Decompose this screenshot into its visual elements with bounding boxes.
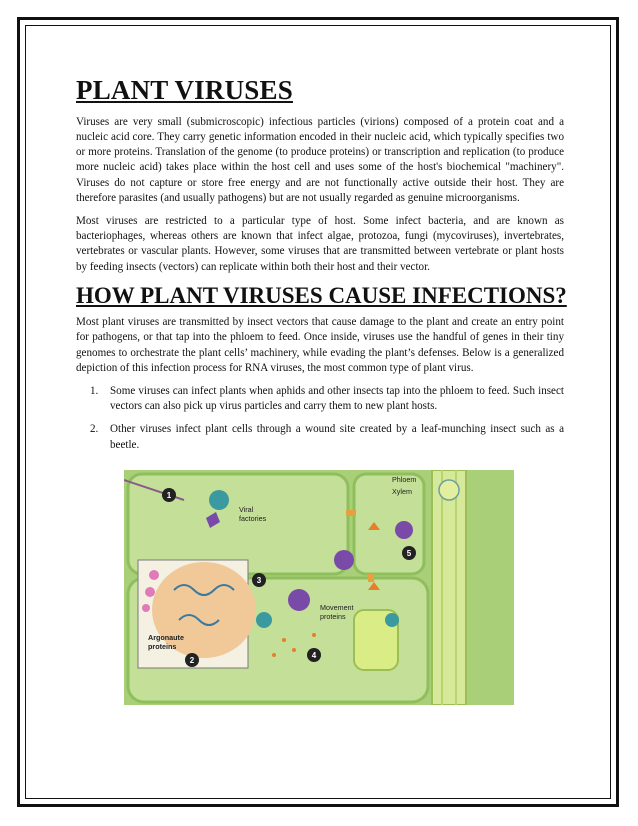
- list-item: [76, 422, 564, 452]
- list-item: [76, 384, 564, 414]
- movement-protein: [272, 653, 276, 657]
- vascular-bundle: [432, 470, 466, 705]
- argonaute-protein: [149, 570, 159, 580]
- movement-protein: [292, 648, 296, 652]
- virus-particle: [209, 490, 229, 510]
- label-movement-proteins-line1: Movement: [320, 603, 354, 612]
- movement-protein: [282, 638, 286, 642]
- upper-cell: [128, 474, 348, 574]
- svg-text:1: 1: [166, 491, 172, 500]
- page-title: PLANT VIRUSES: [76, 75, 293, 105]
- virus-capsid: [288, 589, 310, 611]
- argonaute-protein: [145, 587, 155, 597]
- list-item-text: Other viruses infect plant cells through a wound site created by a leaf-munching insect such as a beetle.: [110, 423, 564, 451]
- step-marker-2: [185, 653, 199, 667]
- vessel-cross-section: [439, 480, 459, 500]
- svg-text:4: 4: [311, 651, 317, 660]
- svg-text:5: 5: [406, 549, 412, 558]
- step-marker-4: [307, 648, 321, 662]
- svg-text:2: 2: [189, 656, 195, 665]
- argonaute-protein: [142, 604, 150, 612]
- list-number: 2.: [90, 423, 99, 436]
- plasmodesma: [346, 510, 356, 516]
- document-body: [76, 75, 567, 461]
- step-marker-5: [402, 546, 416, 560]
- step-marker-3: [252, 573, 266, 587]
- section-paragraph: Most plant viruses are transmitted by insect vectors that cause damage to the plant and create an entry point for pathogens, or that tap into the phloem to feed. Once inside, viruses use the handful of genes in their tiny genomes to orchestrate the plant cells’ machinery, while evading the plant’s defenses. Below is a generalized depiction of this infection process for RNA viruses, the most common type of plant virus.: [76, 316, 564, 374]
- label-viral-factories-line2: factories: [239, 514, 267, 523]
- label-movement-proteins-line2: proteins: [320, 612, 346, 621]
- right-cell: [354, 474, 424, 574]
- list-item-text: Some viruses can infect plants when aphids and other insects tap into the phloem to feed. Such insect vectors can also pick up virus particles and carry them to new plant hosts.: [110, 384, 564, 413]
- label-argonaute-line2: proteins: [148, 642, 177, 651]
- virus-capsid: [395, 521, 413, 539]
- plant-virus-infection-diagram: [124, 470, 514, 705]
- section-heading: HOW PLANT VIRUSES CAUSE INFECTIONS?: [76, 282, 567, 308]
- plasmodesma: [368, 574, 374, 582]
- label-xylem: Xylem: [392, 487, 412, 496]
- virus-capsid: [334, 550, 354, 570]
- virus-particle: [385, 613, 399, 627]
- label-phloem: Phloem: [392, 475, 417, 484]
- svg-text:3: 3: [256, 576, 262, 585]
- step-marker-1: [162, 488, 176, 502]
- list-number: 1.: [90, 384, 99, 397]
- intro-paragraph-2: Most viruses are restricted to a particular type of host. Some infect bacteria, and are known as bacteriophages, whereas others are known that infect algae, protozoa, fungi (mycoviruses), invertebrates, vertebrates or vascular plants. However, some viruses that are transmitted between vertebrate or plant hosts by feeding insects (vectors) can replicate within both their host and their vector.: [76, 214, 564, 273]
- virus-particle: [256, 612, 272, 628]
- intro-paragraph-1: Viruses are very small (submicroscopic) infectious particles (virions) composed of a protein coat and a nucleic acid core. They carry genetic information encoded in their nucleic acid, which typically specifies two or more proteins. Translation of the genome (to produce proteins) or transcription and replication (to produce more nucleic acid) takes place within the host cell and uses some of the host's biochemical "machinery". Viruses do not capture or store free energy and are not functionally active outside their host. They are therefore parasites (and usually pathogens) but are not usually regarded as genuine microorganisms.: [76, 115, 564, 204]
- label-viral-factories-line1: Viral: [239, 505, 254, 514]
- numbered-list: [76, 384, 564, 453]
- movement-protein: [312, 633, 316, 637]
- label-argonaute-line1: Argonaute: [148, 633, 184, 642]
